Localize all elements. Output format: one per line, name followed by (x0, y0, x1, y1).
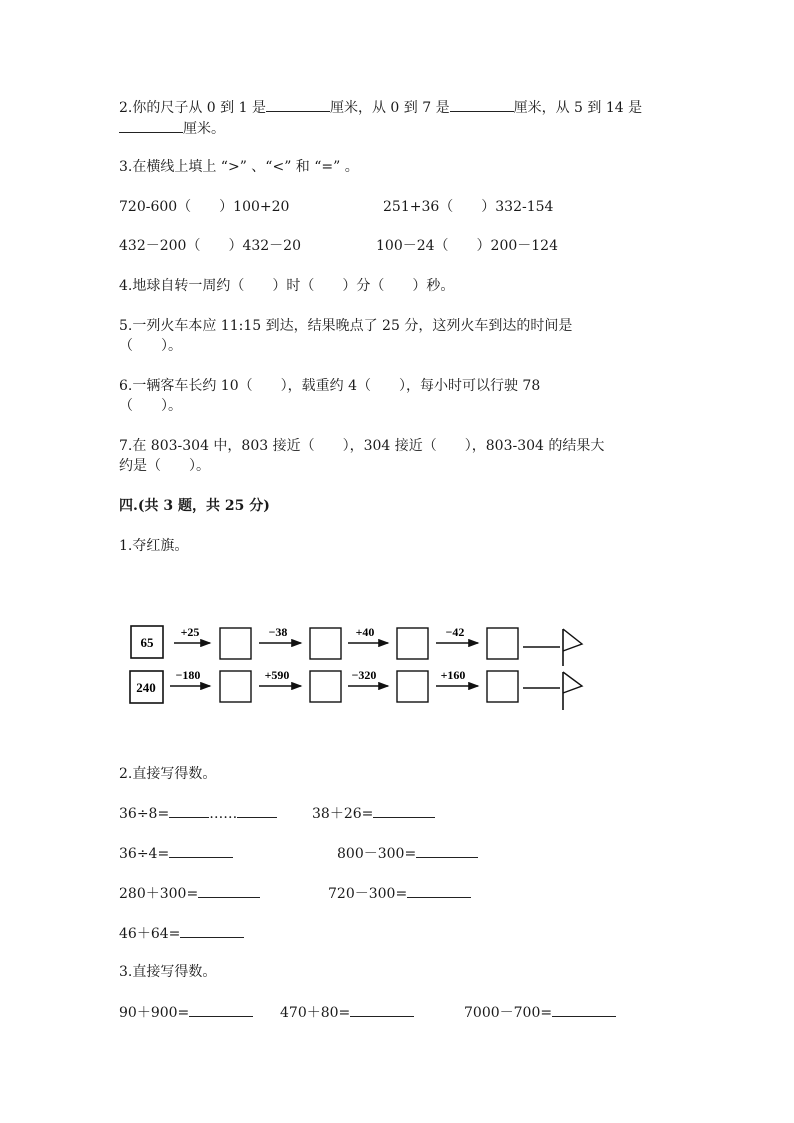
q7-line1: 7.在 803-304 中，803 接近（ ），304 接近（ ），803-304 的结果大 (119, 438, 605, 454)
answer-blank[interactable] (237, 803, 277, 818)
calc-item-b (312, 803, 435, 824)
calc-expression: 280＋300= (119, 886, 199, 902)
calc-item-c (119, 843, 233, 864)
answer-blank[interactable] (373, 803, 435, 818)
answer-box[interactable] (397, 671, 428, 702)
q5-line1: 5.一列火车本应 11:15 到达，结果晚点了 25 分，这列火车到达的时间是 (119, 318, 573, 334)
q6-line2: （ ）。 (119, 398, 182, 414)
flag-race-row-2 (130, 668, 582, 710)
calc-expression: 46＋64= (119, 926, 181, 942)
answer-blank[interactable] (189, 1002, 253, 1017)
calc-expression: 720－300= (328, 886, 408, 902)
calc-item-d (337, 843, 478, 864)
start-value: 240 (136, 680, 156, 695)
calc-item-a (119, 803, 277, 824)
answer-box[interactable] (397, 628, 428, 659)
answer-blank[interactable] (350, 1002, 414, 1017)
calc-expression: 7000－700= (464, 1005, 553, 1021)
q3-prompt: 3.在横线上填上 “>” 、“<” 和 “=” 。 (119, 159, 359, 175)
s4-q1-prompt: 1.夺红旗。 (119, 538, 189, 554)
operation-label: +160 (440, 668, 466, 682)
calc-expression: 36÷4= (119, 846, 170, 862)
calc-expression: 38＋26= (312, 806, 374, 822)
answer-box[interactable] (487, 671, 518, 702)
calc-expression: 800－300= (337, 846, 417, 862)
flag-icon (563, 672, 582, 710)
answer-blank[interactable] (416, 843, 478, 858)
q7-line2: 约是（ ）。 (119, 458, 210, 474)
remainder-separator: …… (209, 806, 238, 822)
calc-item-j (464, 1002, 616, 1023)
start-value: 65 (140, 635, 154, 650)
s4-q2-prompt: 2.直接写得数。 (119, 766, 217, 782)
calc-item-h (119, 1002, 253, 1023)
answer-blank[interactable] (169, 803, 209, 818)
calc-expression: 90＋900= (119, 1005, 190, 1021)
answer-box[interactable] (310, 628, 341, 659)
operation-label: −320 (351, 668, 377, 682)
operation-label: +590 (264, 668, 290, 682)
operation-label: +40 (355, 625, 375, 639)
q3-row1-right: 251+36（ ）332-154 (383, 199, 554, 215)
q3-row2-right: 100－24（ ）200－124 (376, 238, 558, 254)
q4-text: 4.地球自转一周约（ ）时（ ）分（ ）秒。 (119, 278, 455, 294)
calc-item-e (119, 883, 260, 904)
q3-row2-left: 432－200（ ）432－20 (119, 238, 301, 254)
operation-label: −42 (445, 625, 465, 639)
q5-line2: （ ）。 (119, 338, 182, 354)
operation-label: −180 (175, 668, 201, 682)
calc-expression: 36÷8= (119, 806, 170, 822)
flag-icon (563, 629, 582, 666)
q3-row1-left: 720-600（ ）100+20 (119, 199, 290, 215)
section-heading: 四.(共 3 题，共 25 分) (119, 498, 270, 514)
answer-blank[interactable] (407, 883, 471, 898)
q6-line1: 6.一辆客车长约 10（ ），载重约 4（ ），每小时可以行驶 78 (119, 378, 541, 394)
q2-text-d: 厘米。 (183, 121, 225, 137)
answer-box[interactable] (220, 671, 251, 702)
answer-blank[interactable] (169, 843, 233, 858)
answer-box[interactable] (310, 671, 341, 702)
calc-item-i (280, 1002, 414, 1023)
operation-label: +25 (180, 625, 200, 639)
answer-box[interactable] (487, 628, 518, 659)
q2-text-a: 2.你的尺子从 0 到 1 是 (119, 100, 266, 116)
answer-blank[interactable] (552, 1002, 616, 1017)
q2-text-b: 厘米，从 0 到 7 是 (329, 100, 450, 116)
calc-item-f (328, 883, 471, 904)
q2-text-c: 厘米，从 5 到 14 是 (513, 100, 643, 116)
answer-blank[interactable] (198, 883, 260, 898)
calc-expression: 470＋80= (280, 1005, 351, 1021)
operation-label: −38 (268, 625, 288, 639)
s4-q3-prompt: 3.直接写得数。 (119, 964, 217, 980)
answer-blank[interactable] (180, 923, 244, 938)
answer-box[interactable] (220, 628, 251, 659)
flag-race-row-1 (131, 625, 582, 666)
calc-item-g (119, 923, 244, 944)
